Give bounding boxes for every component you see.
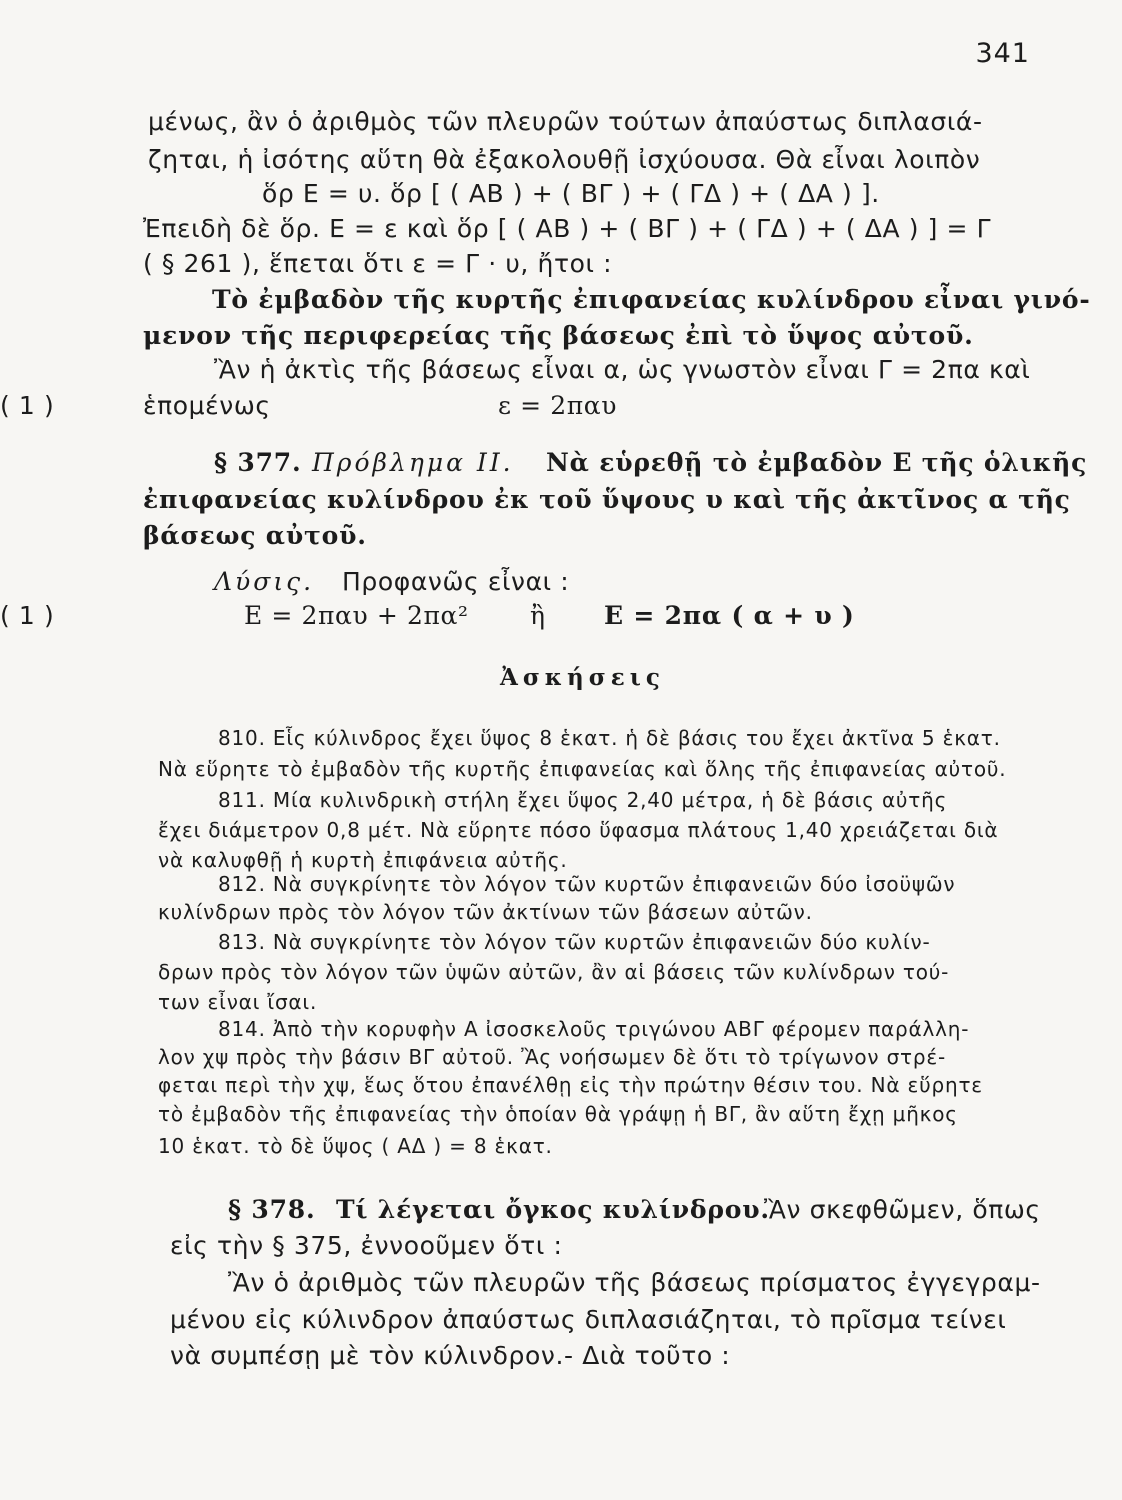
exercise-line: τὸ ἐμβαδὸν τῆς ἐπιφανείας τὴν ὁποίαν θὰ γράψῃ ἡ ΒΓ, ἂν αὕτη ἔχῃ μῆκος	[158, 1102, 958, 1126]
eq1-tag: ( 1 )	[0, 391, 55, 420]
exercise-line: 810. Εἷς κύλινδρος ἔχει ὕψος 8 ἑκατ. ἡ δὲ βάσις του ἔχει ἀκτῖνα 5 ἑκατ.	[218, 726, 1001, 750]
section-378-line-4: μένου εἰς κύλινδρον ἀπαύστως διπλασιάζηται, τὸ πρῖσμα τείνει	[170, 1305, 1007, 1334]
section-377-label: Πρόβλημα ΙΙ.	[312, 448, 514, 477]
exercise-line: των εἶναι ἴσαι.	[158, 990, 318, 1014]
section-378-line-5: νὰ συμπέσῃ μὲ τὸν κύλινδρον.- Διὰ τοῦτο :	[170, 1341, 731, 1370]
exercise-line: ἔχει διάμετρον 0,8 μέτ. Νὰ εὕρητε πόσο ὕφασμα πλάτους 1,40 χρειάζεται διὰ	[158, 818, 999, 842]
theorem-line-1: Τὸ ἐμβαδὸν τῆς κυρτῆς ἐπιφανείας κυλίνδρου εἶναι γινό-	[212, 285, 1091, 314]
intro-line-1: μένως, ἂν ὁ ἀριθμὸς τῶν πλευρῶν τούτων ἀπαύστως διπλασιά-	[148, 107, 983, 136]
exercise-line: δρων πρὸς τὸν λόγον τῶν ὑψῶν αὐτῶν, ἂν αἱ βάσεις τῶν κυλίνδρων τού-	[158, 960, 950, 984]
exercises-heading: Ἀσκήσεις	[500, 664, 665, 691]
section-377-line-1: Νὰ εὑρεθῇ τὸ ἐμβαδὸν Ε τῆς ὁλικῆς	[546, 448, 1088, 477]
exercise-line: 812. Νὰ συγκρίνητε τὸν λόγον τῶν κυρτῶν ἐπιφανειῶν δύο ἰσοϋψῶν	[218, 872, 956, 896]
intro-formula-line: ὅρ Ε = υ. ὅρ [ ( ΑΒ ) + ( ΒΓ ) + ( ΓΔ ) + ( ΔΑ ) ].	[262, 179, 880, 208]
theorem-line-2: μενον τῆς περιφερείας τῆς βάσεως ἐπὶ τὸ ὕψος αὐτοῦ.	[143, 321, 974, 350]
exercise-line: λον χψ πρὸς τὴν βάσιν ΒΓ αὐτοῦ. Ἂς νοήσωμεν δὲ ὅτι τὸ τρίγωνον στρέ-	[158, 1045, 947, 1069]
exercise-line: νὰ καλυφθῇ ἡ κυρτὴ ἐπιφάνεια αὐτῆς.	[158, 848, 568, 872]
section-378-title: Τί λέγεται ὄγκος κυλίνδρου.	[336, 1195, 770, 1224]
section-377-line-2: ἐπιφανείας κυλίνδρου ἐκ τοῦ ὕψους υ καὶ τῆς ἀκτῖνος α τῆς	[143, 485, 1071, 514]
eq1-formula: ε = 2παυ	[498, 391, 618, 420]
radius-line: Ἂν ἡ ἀκτὶς τῆς βάσεως εἶναι α, ὡς γνωστὸν εἶναι Γ = 2πα καὶ	[214, 355, 1031, 384]
exercise-line: 814. Ἀπὸ τὴν κορυφὴν Α ἰσοσκελοῦς τριγώνου ΑΒΓ φέρομεν παράλλη-	[218, 1017, 970, 1041]
exercise-line: 811. Μία κυλινδρικὴ στήλη ἔχει ὕψος 2,40 μέτρα, ἡ δὲ βάσις αὐτῆς	[218, 788, 948, 812]
exercise-line: κυλίνδρων πρὸς τὸν λόγον τῶν ἀκτίνων τῶν βάσεων αὐτῶν.	[158, 900, 813, 924]
section-378-line-3: Ἂν ὁ ἀριθμὸς τῶν πλευρῶν τῆς βάσεως πρίσματος ἐγγεγραμ-	[228, 1268, 1041, 1297]
section-378-line-1: Ἂν σκεφθῶμεν, ὅπως	[764, 1195, 1041, 1224]
solution-formula-a: Ε = 2παυ + 2πα²	[244, 601, 469, 630]
exercise-line: φεται περὶ τὴν χψ, ἕως ὅτου ἐπανέλθῃ εἰς τὴν πρώτην θέσιν του. Νὰ εὕρητε	[158, 1073, 983, 1097]
section-377-number: § 377.	[214, 448, 302, 477]
intro-line-4: Ἐπειδὴ δὲ ὅρ. Ε = ε καὶ ὅρ [ ( ΑΒ ) + ( ΒΓ ) + ( ΓΔ ) + ( ΔΑ ) ] = Γ	[143, 214, 992, 243]
exercise-line: 10 ἑκατ. τὸ δὲ ὕψος ( ΑΔ ) = 8 ἑκατ.	[158, 1134, 553, 1158]
solution-formula-b: Ε = 2πα ( α + υ )	[604, 601, 855, 630]
section-378-line-2: εἰς τὴν § 375, ἐννοοῦμεν ὅτι :	[170, 1231, 563, 1260]
exercise-line: Νὰ εὕρητε τὸ ἐμβαδὸν τῆς κυρτῆς ἐπιφανείας καὶ ὅλης τῆς ἐπιφανείας αὐτοῦ.	[158, 757, 1007, 781]
intro-line-2: ζηται, ἡ ἰσότης αὕτη θὰ ἐξακολουθῇ ἰσχύουσα. Θὰ εἶναι λοιπὸν	[148, 145, 981, 174]
page-number: 341	[975, 38, 1030, 69]
section-377-line-3: βάσεως αὐτοῦ.	[143, 521, 367, 550]
intro-line-5: ( § 261 ), ἕπεται ὅτι ε = Γ · υ, ἤτοι :	[143, 249, 613, 278]
solution-text: Προφανῶς εἶναι :	[342, 567, 570, 596]
section-378-number: § 378.	[228, 1195, 316, 1224]
solution-tag: ( 1 )	[0, 601, 55, 630]
solution-label: Λύσις.	[214, 567, 315, 596]
solution-or: ἢ	[530, 601, 546, 630]
exercise-line: 813. Νὰ συγκρίνητε τὸν λόγον τῶν κυρτῶν ἐπιφανειῶν δύο κυλίν-	[218, 930, 931, 954]
eq1-prefix: ἑπομένως	[143, 391, 271, 420]
